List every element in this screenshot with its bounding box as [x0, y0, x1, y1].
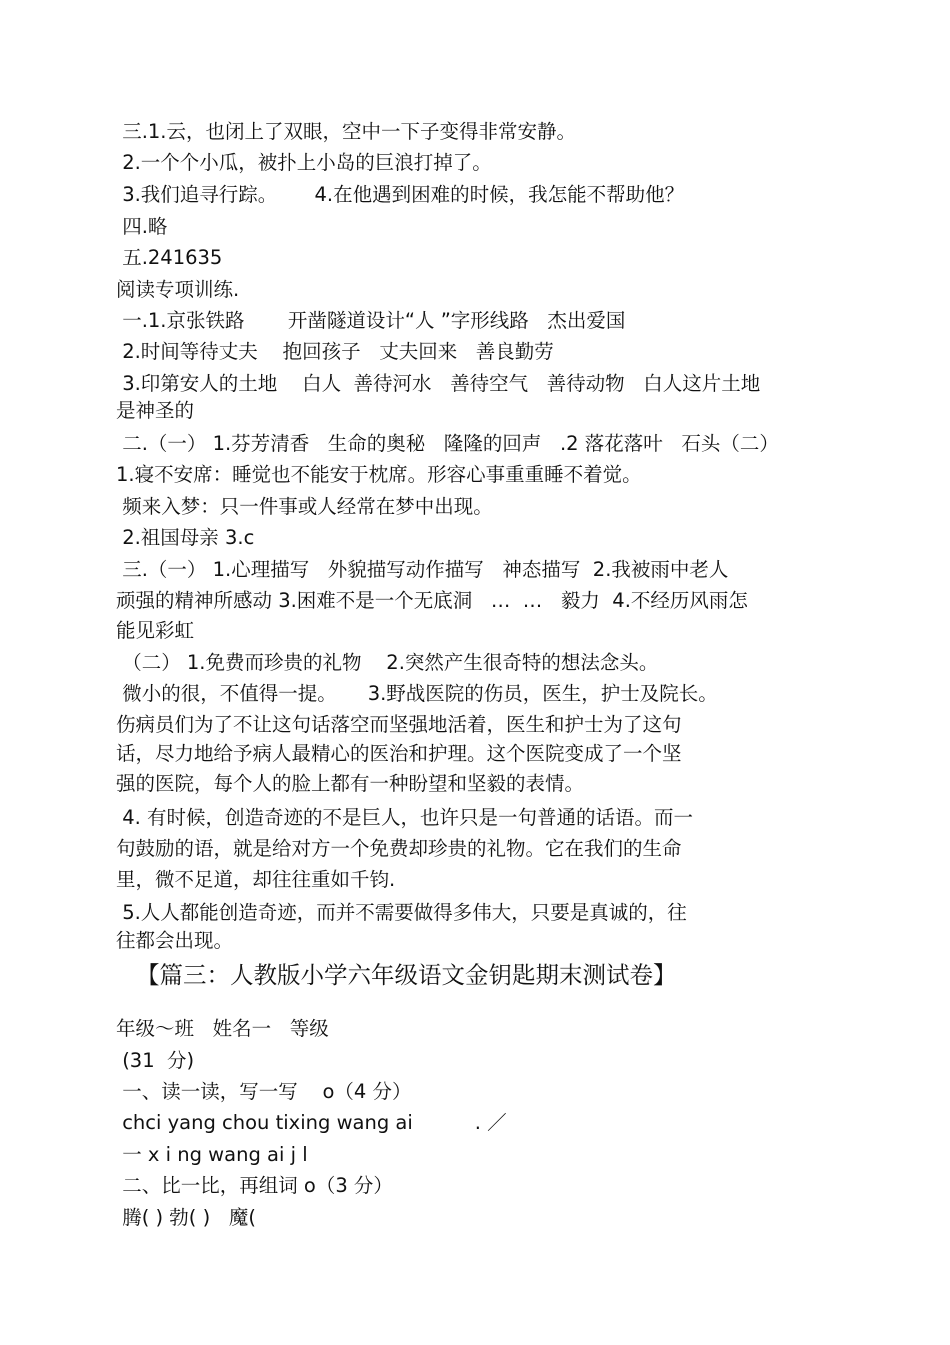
text-line: 微小的很，不值得一提。 3.野战医院的伤员，医生，护士及院长。: [116, 682, 718, 705]
text-line: 五.241635: [116, 246, 223, 269]
text-line: 三.（一） 1.心理描写 外貌描写动作描写 神态描写 2.我被雨中老人: [116, 558, 729, 581]
text-line: 四.略: [116, 215, 168, 238]
text-line: 强的医院，每个人的脸上都有一种盼望和坚毅的表情。: [116, 772, 585, 795]
text-line: 年级～班 姓名一 等级: [116, 1017, 329, 1040]
text-line: 三.1.云，也闭上了双眼，空中一下子变得非常安静。: [116, 120, 577, 143]
text-line: 句鼓励的语，就是给对方一个免费却珍贵的礼物。它在我们的生命: [116, 837, 682, 860]
text-line: 往都会出现。: [116, 929, 234, 952]
text-line: 2.祖国母亲 3.c: [116, 526, 255, 549]
text-line: 顽强的精神所感动 3.困难不是一个无底洞 … … 毅力 4.不经历风雨怎: [116, 589, 748, 612]
text-line: 阅读专项训练.: [116, 278, 240, 301]
text-line: 3.印第安人的土地 白人 善待河水 善待空气 善待动物 白人这片土地: [116, 372, 761, 395]
text-line: 二.（一） 1.芬芳清香 生命的奥秘 隆隆的回声 .2 落花落叶 石头（二）: [116, 432, 779, 455]
text-line: （二） 1.免费而珍贵的礼物 2.突然产生很奇特的想法念头。: [116, 651, 659, 674]
text-line: 频来入梦：只一件事或人经常在梦中出现。: [116, 495, 493, 518]
section-title: 【篇三：人教版小学六年级语文金钥匙期末测试卷】: [136, 961, 677, 989]
text-line: 话，尽力地给予病人最精心的医治和护理。这个医院变成了一个坚: [116, 742, 682, 765]
text-line: 一、读一读，写一写 o（4 分）: [116, 1080, 412, 1103]
text-line: (31 分): [116, 1049, 195, 1072]
text-line: 5.人人都能创造奇迹，而并不需要做得多伟大，只要是真诚的，往: [116, 901, 687, 924]
text-line: 一 x i ng wang ai j l: [116, 1143, 308, 1166]
text-line: 里，微不足道，却往往重如千钧.: [116, 868, 396, 891]
text-line: 2.时间等待丈夫 抱回孩子 丈夫回来 善良勤劳: [116, 340, 554, 363]
text-line: 4. 有时候，创造奇迹的不是巨人，也许只是一句普通的话语。而一: [116, 806, 694, 829]
text-line: 3.我们追寻行踪。 4.在他遇到困难的时候，我怎能不帮助他？: [116, 183, 685, 206]
text-line: 1.寝不安席：睡觉也不能安于枕席。形容心事重重睡不着觉。: [116, 463, 642, 486]
text-line: 是神圣的: [116, 399, 195, 422]
text-line: 2.一个个小瓜，被扑上小岛的巨浪打掉了。: [116, 151, 492, 174]
text-line: chci yang chou tixing wang ai . ／: [116, 1111, 507, 1134]
text-line: 一.1.京张铁路 开凿隧道设计“人 ”字形线路 杰出爱国: [116, 309, 626, 332]
text-line: 腾( ) 勃( ) 魔(: [116, 1206, 256, 1229]
text-line: 能见彩虹: [116, 619, 195, 642]
text-line: 伤病员们为了不让这句话落空而坚强地活着，医生和护士为了这句: [116, 713, 682, 736]
text-line: 二、比一比，再组词 o（3 分）: [116, 1174, 393, 1197]
